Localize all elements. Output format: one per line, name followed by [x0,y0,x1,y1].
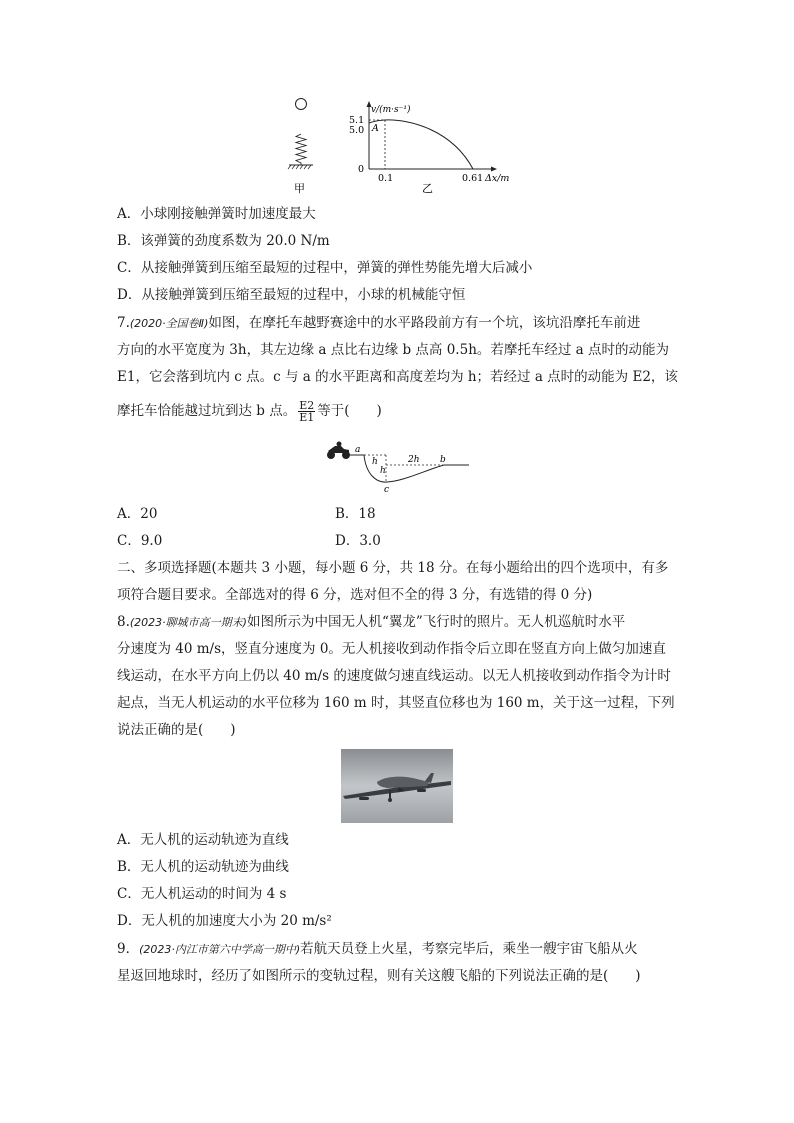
q6-option-a: A．小球刚接触弹簧时加速度最大 [117,206,316,222]
q7-line-2: 方向的水平宽度为 3h，其左边缘 a 点比右边缘 b 点高 0.5h。若摩托车经过 a 点时的动能为 [117,342,670,358]
label-h-upper: h [372,457,378,467]
label-a: a [355,445,361,455]
q7-source: (2020·全国卷Ⅱ) [129,317,209,330]
q9-number: 9． [117,941,140,957]
q8-line-2: 分速度为 40 m/s，竖直分速度为 0。无人机接收到动作指令后立即在竖直方向上做匀加速直 [117,641,666,657]
section2-line-1: 二、多项选择题(本题共 3 小题，每小题 6 分，共 18 分。在每小题给出的四个选项中，有多 [117,560,669,576]
q7-fraction [298,400,315,423]
q8-option-c: C．无人机运动的时间为 4 s [117,886,287,902]
drone-photo [341,749,453,823]
q8-option-d: D．无人机的加速度大小为 20 m/s² [117,913,332,929]
q8-line-5: 说法正确的是( ) [117,722,236,738]
q7-line-3: E1，它会落到坑内 c 点。c 与 a 的水平距离和高度差均为 h；若经过 a 点时的动能为 E2，该 [117,369,678,385]
q8-option-a: A．无人机的运动轨迹为直线 [117,832,289,848]
q8-text-1: 如图所示为中国无人机“翼龙”飞行时的照片。无人机巡航时水平 [246,614,626,630]
spring-icon [296,134,306,165]
label-2h: 2h [408,455,420,465]
q8-source: (2023·聊城市高一期末) [129,616,247,629]
motorcycle-icon [327,442,350,460]
q7-text-4-tail: 等于( ) [317,403,382,419]
q6-option-d: D．从接触弹簧到压缩至最短的过程中，小球的机械能守恒 [117,287,466,303]
spring-velocity-figure [270,92,530,200]
label-h-lower: h [380,466,386,476]
q7-option-b: B．18 [335,506,376,522]
label-jia: 甲 [294,182,305,195]
point-a-label: A [372,123,379,134]
x-tick-0-1: 0.1 [378,173,394,184]
label-b: b [440,455,446,465]
q7-fraction-num: E2 [299,399,315,412]
q7-text-4: 摩托车恰能越过坑到达 b 点。 [117,403,297,419]
label-yi: 乙 [422,182,433,195]
x-tick-0-61: 0.61 [462,173,484,184]
q7-number: 7. [117,315,130,331]
q6-option-c: C．从接触弹簧到压缩至最短的过程中，弹簧的弹性势能先增大后减小 [117,260,533,276]
x-axis-arrow [491,167,497,172]
q7-line-4 [117,398,382,424]
q8-line-3: 线运动，在水平方向上仍以 40 m/s 的速度做匀速直线运动。以无人机接收到动作指令为计时 [117,668,671,684]
q9-source: (2023·内江市第六中学高一期中) [139,943,301,956]
q8-line-4: 起点，当无人机运动的水平位移为 160 m 时，其竖直位移也为 160 m，关于这一过程，下列 [117,695,675,711]
q8-line-1 [117,613,625,632]
q7-text-1: 如图，在摩托车越野赛途中的水平路段前方有一个坑，该坑沿摩托车前进 [208,315,641,331]
y-tick-5-1: 5.1 [349,115,365,126]
ground-hatch [288,165,311,169]
q8-option-b: B．无人机的运动轨迹为曲线 [117,859,289,875]
x-axis-label: Δx/m [485,173,510,184]
q7-option-d: D．3.0 [335,533,381,549]
q9-line-1 [117,940,638,959]
q6-option-b: B．该弹簧的劲度系数为 20.0 N/m [117,233,330,249]
q7-option-a: A．20 [117,506,158,522]
q8-number: 8. [117,614,130,630]
q7-line-1 [117,314,640,333]
section2-line-2: 项符合题目要求。全部选对的得 6 分，选对但不全的得 3 分，有选错的得 0 分) [117,587,593,603]
motorcycle-pit-figure [322,440,474,496]
ball-icon [296,99,307,110]
q7-option-c: C．9.0 [117,533,163,549]
label-c: c [384,485,390,495]
y-tick-5-0: 5.0 [349,125,365,136]
origin-label: 0 [358,164,365,175]
y-axis-label: v/(m·s⁻¹) [371,105,411,115]
q7-fraction-den: E1 [299,411,315,424]
q9-text-1: 若航天员登上火星，考察完毕后，乘坐一艘宇宙飞船从火 [300,941,638,957]
q9-line-2: 星返回地球时，经历了如图所示的变轨过程，则有关这艘飞船的下列说法正确的是( ) [117,968,641,984]
